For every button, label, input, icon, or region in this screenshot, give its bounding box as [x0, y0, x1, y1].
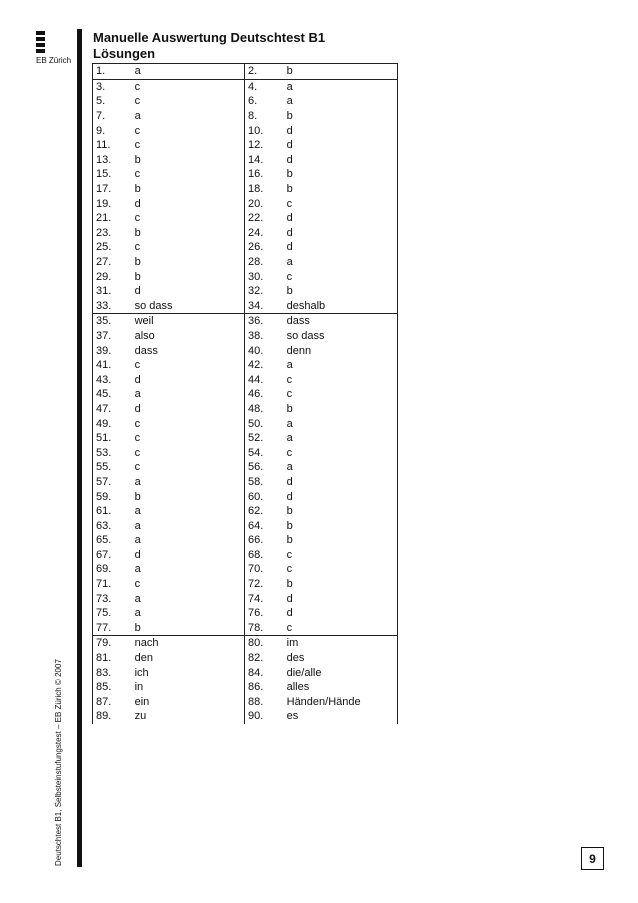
- question-number: 34.: [245, 299, 284, 314]
- table-row: [93, 680, 398, 695]
- answer-value: d: [132, 196, 245, 211]
- answer-value: nach: [132, 636, 245, 651]
- answer-value: b: [132, 269, 245, 284]
- question-number: 86.: [245, 680, 284, 695]
- answer-value: a: [132, 562, 245, 577]
- answer-value: c: [284, 548, 398, 563]
- answer-value: c: [132, 94, 245, 109]
- answer-value: a: [284, 431, 398, 446]
- table-row: [93, 709, 398, 724]
- question-number: 90.: [245, 709, 284, 724]
- eb-zurich-logo: [36, 31, 76, 65]
- answer-value: c: [284, 372, 398, 387]
- table-row: [93, 636, 398, 651]
- answer-value: b: [284, 518, 398, 533]
- answer-value: b: [284, 577, 398, 592]
- question-number: 24.: [245, 226, 284, 241]
- table-row: [93, 562, 398, 577]
- table-row: [93, 416, 398, 431]
- answer-value: b: [284, 402, 398, 417]
- answer-value: die/alle: [284, 665, 398, 680]
- answer-value: im: [284, 636, 398, 651]
- page-header: [93, 30, 325, 62]
- answer-value: so dass: [284, 329, 398, 344]
- question-number: 12.: [245, 138, 284, 153]
- table-row: [93, 591, 398, 606]
- logo-text: EB Zürich: [36, 56, 72, 65]
- question-number: 40.: [245, 343, 284, 358]
- question-number: 45.: [93, 387, 132, 402]
- answer-value: zu: [132, 709, 245, 724]
- question-number: 52.: [245, 431, 284, 446]
- answer-value: c: [132, 445, 245, 460]
- question-number: 74.: [245, 591, 284, 606]
- table-row: [93, 372, 398, 387]
- table-row: [93, 358, 398, 373]
- question-number: 79.: [93, 636, 132, 651]
- answer-value: deshalb: [284, 299, 398, 314]
- table-row: [93, 431, 398, 446]
- question-number: 63.: [93, 518, 132, 533]
- question-number: 62.: [245, 504, 284, 519]
- answer-value: des: [284, 651, 398, 666]
- question-number: 26.: [245, 240, 284, 255]
- question-number: 71.: [93, 577, 132, 592]
- question-number: 43.: [93, 372, 132, 387]
- question-number: 17.: [93, 182, 132, 197]
- question-number: 56.: [245, 460, 284, 475]
- answer-value: so dass: [132, 299, 245, 314]
- answer-value: a: [132, 387, 245, 402]
- answer-value: b: [132, 182, 245, 197]
- question-number: 29.: [93, 269, 132, 284]
- table-row: [93, 402, 398, 417]
- question-number: 33.: [93, 299, 132, 314]
- table-row: [93, 79, 398, 94]
- answer-value: dass: [284, 314, 398, 329]
- sidebar-copyright: Deutschtest B1, Selbsteinstufungstest – EB Zürich © 2007: [54, 659, 63, 866]
- question-number: 55.: [93, 460, 132, 475]
- table-row: [93, 138, 398, 153]
- question-number: 19.: [93, 196, 132, 211]
- table-row: [93, 109, 398, 124]
- question-number: 50.: [245, 416, 284, 431]
- question-number: 51.: [93, 431, 132, 446]
- question-number: 47.: [93, 402, 132, 417]
- question-number: 11.: [93, 138, 132, 153]
- answer-value: c: [132, 416, 245, 431]
- answer-value: d: [132, 372, 245, 387]
- question-number: 27.: [93, 255, 132, 270]
- question-number: 7.: [93, 109, 132, 124]
- question-number: 88.: [245, 695, 284, 710]
- answer-value: a: [132, 533, 245, 548]
- question-number: 14.: [245, 153, 284, 168]
- answer-value: b: [132, 255, 245, 270]
- question-number: 3.: [93, 79, 132, 94]
- question-number: 39.: [93, 343, 132, 358]
- answer-value: d: [132, 548, 245, 563]
- page-title: Manuelle Auswertung Deutschtest B1: [93, 30, 326, 45]
- answer-value: c: [132, 460, 245, 475]
- question-number: 4.: [245, 79, 284, 94]
- question-number: 72.: [245, 577, 284, 592]
- question-number: 48.: [245, 402, 284, 417]
- question-number: 53.: [93, 445, 132, 460]
- question-number: 6.: [245, 94, 284, 109]
- table-row: [93, 153, 398, 168]
- answer-value: es: [284, 709, 398, 724]
- table-row: [93, 64, 398, 80]
- table-row: [93, 621, 398, 636]
- table-row: [93, 460, 398, 475]
- answer-value: a: [132, 591, 245, 606]
- table-row: [93, 606, 398, 621]
- question-number: 20.: [245, 196, 284, 211]
- table-row: [93, 240, 398, 255]
- question-number: 28.: [245, 255, 284, 270]
- answer-value: a: [132, 504, 245, 519]
- table-row: [93, 255, 398, 270]
- table-row: [93, 651, 398, 666]
- question-number: 1.: [93, 64, 132, 80]
- table-row: [93, 269, 398, 284]
- answer-value: d: [284, 240, 398, 255]
- question-number: 23.: [93, 226, 132, 241]
- question-number: 78.: [245, 621, 284, 636]
- answer-value: b: [132, 489, 245, 504]
- answer-value: d: [284, 123, 398, 138]
- question-number: 83.: [93, 665, 132, 680]
- question-number: 22.: [245, 211, 284, 226]
- answer-value: c: [132, 167, 245, 182]
- table-row: [93, 167, 398, 182]
- question-number: 84.: [245, 665, 284, 680]
- table-row: [93, 226, 398, 241]
- table-row: [93, 299, 398, 314]
- question-number: 36.: [245, 314, 284, 329]
- question-number: 81.: [93, 651, 132, 666]
- answer-value: ich: [132, 665, 245, 680]
- question-number: 85.: [93, 680, 132, 695]
- question-number: 75.: [93, 606, 132, 621]
- answer-value: Händen/Hände: [284, 695, 398, 710]
- answer-value: a: [284, 460, 398, 475]
- table-row: [93, 475, 398, 490]
- table-row: [93, 665, 398, 680]
- question-number: 5.: [93, 94, 132, 109]
- answer-value: c: [132, 577, 245, 592]
- question-number: 35.: [93, 314, 132, 329]
- question-number: 30.: [245, 269, 284, 284]
- question-number: 49.: [93, 416, 132, 431]
- table-row: [93, 343, 398, 358]
- answer-value: b: [284, 284, 398, 299]
- answer-value: d: [284, 211, 398, 226]
- question-number: 80.: [245, 636, 284, 651]
- question-number: 46.: [245, 387, 284, 402]
- answer-value: b: [284, 109, 398, 124]
- question-number: 57.: [93, 475, 132, 490]
- question-number: 32.: [245, 284, 284, 299]
- answer-value: a: [284, 358, 398, 373]
- table-row: [93, 577, 398, 592]
- table-row: [93, 196, 398, 211]
- question-number: 67.: [93, 548, 132, 563]
- question-number: 66.: [245, 533, 284, 548]
- question-number: 64.: [245, 518, 284, 533]
- question-number: 54.: [245, 445, 284, 460]
- question-number: 59.: [93, 489, 132, 504]
- question-number: 77.: [93, 621, 132, 636]
- answer-value: d: [132, 402, 245, 417]
- question-number: 21.: [93, 211, 132, 226]
- answer-value: a: [132, 606, 245, 621]
- table-row: [93, 518, 398, 533]
- question-number: 37.: [93, 329, 132, 344]
- answer-value: alles: [284, 680, 398, 695]
- table-row: [93, 387, 398, 402]
- answer-value: c: [132, 79, 245, 94]
- answer-value: weil: [132, 314, 245, 329]
- answer-value: d: [132, 284, 245, 299]
- question-number: 10.: [245, 123, 284, 138]
- question-number: 87.: [93, 695, 132, 710]
- table-row: [93, 695, 398, 710]
- answer-value: den: [132, 651, 245, 666]
- question-number: 38.: [245, 329, 284, 344]
- question-number: 18.: [245, 182, 284, 197]
- question-number: 16.: [245, 167, 284, 182]
- answer-value: ein: [132, 695, 245, 710]
- answer-value: a: [132, 518, 245, 533]
- answer-value: c: [132, 431, 245, 446]
- answer-value: in: [132, 680, 245, 695]
- answer-value: c: [132, 240, 245, 255]
- answer-value: c: [284, 387, 398, 402]
- vertical-divider: [77, 29, 82, 867]
- answer-value: denn: [284, 343, 398, 358]
- answer-value: d: [284, 475, 398, 490]
- table-row: [93, 489, 398, 504]
- question-number: 44.: [245, 372, 284, 387]
- question-number: 82.: [245, 651, 284, 666]
- question-number: 65.: [93, 533, 132, 548]
- table-row: [93, 211, 398, 226]
- logo-bars-icon: [36, 31, 45, 53]
- answer-value: b: [132, 226, 245, 241]
- question-number: 25.: [93, 240, 132, 255]
- answer-value: c: [132, 358, 245, 373]
- answer-value: c: [284, 196, 398, 211]
- table-row: [93, 284, 398, 299]
- table-row: [93, 123, 398, 138]
- page-subtitle: Lösungen: [93, 46, 156, 61]
- question-number: 41.: [93, 358, 132, 373]
- answer-value: d: [284, 153, 398, 168]
- answer-table: [92, 63, 398, 724]
- question-number: 68.: [245, 548, 284, 563]
- answer-value: d: [284, 138, 398, 153]
- answer-value: c: [132, 123, 245, 138]
- question-number: 13.: [93, 153, 132, 168]
- answer-value: d: [284, 489, 398, 504]
- answer-value: a: [284, 79, 398, 94]
- answer-value: b: [132, 621, 245, 636]
- question-number: 69.: [93, 562, 132, 577]
- answer-value: c: [284, 445, 398, 460]
- answer-value: a: [284, 416, 398, 431]
- question-number: 15.: [93, 167, 132, 182]
- answer-value: b: [284, 533, 398, 548]
- question-number: 58.: [245, 475, 284, 490]
- question-number: 8.: [245, 109, 284, 124]
- answer-value: dass: [132, 343, 245, 358]
- answer-value: a: [132, 64, 245, 80]
- table-row: [93, 94, 398, 109]
- table-row: [93, 445, 398, 460]
- answer-value: b: [284, 504, 398, 519]
- answer-value: c: [284, 269, 398, 284]
- answer-value: d: [284, 591, 398, 606]
- answer-value: a: [284, 94, 398, 109]
- answer-value: b: [284, 64, 398, 80]
- answer-value: b: [284, 182, 398, 197]
- table-row: [93, 533, 398, 548]
- answer-value: also: [132, 329, 245, 344]
- question-number: 76.: [245, 606, 284, 621]
- answer-value: b: [132, 153, 245, 168]
- question-number: 9.: [93, 123, 132, 138]
- question-number: 31.: [93, 284, 132, 299]
- question-number: 61.: [93, 504, 132, 519]
- answer-value: c: [132, 138, 245, 153]
- answer-value: a: [132, 109, 245, 124]
- page-number: 9: [581, 847, 604, 870]
- answer-value: c: [284, 621, 398, 636]
- table-row: [93, 504, 398, 519]
- table-row: [93, 182, 398, 197]
- answer-table-body: [93, 64, 398, 724]
- answer-value: c: [284, 562, 398, 577]
- answer-value: a: [132, 475, 245, 490]
- answer-value: d: [284, 606, 398, 621]
- table-row: [93, 329, 398, 344]
- answer-value: b: [284, 167, 398, 182]
- table-row: [93, 314, 398, 329]
- table-row: [93, 548, 398, 563]
- question-number: 89.: [93, 709, 132, 724]
- question-number: 60.: [245, 489, 284, 504]
- question-number: 70.: [245, 562, 284, 577]
- question-number: 73.: [93, 591, 132, 606]
- question-number: 42.: [245, 358, 284, 373]
- answer-value: c: [132, 211, 245, 226]
- answer-value: d: [284, 226, 398, 241]
- question-number: 2.: [245, 64, 284, 80]
- answer-value: a: [284, 255, 398, 270]
